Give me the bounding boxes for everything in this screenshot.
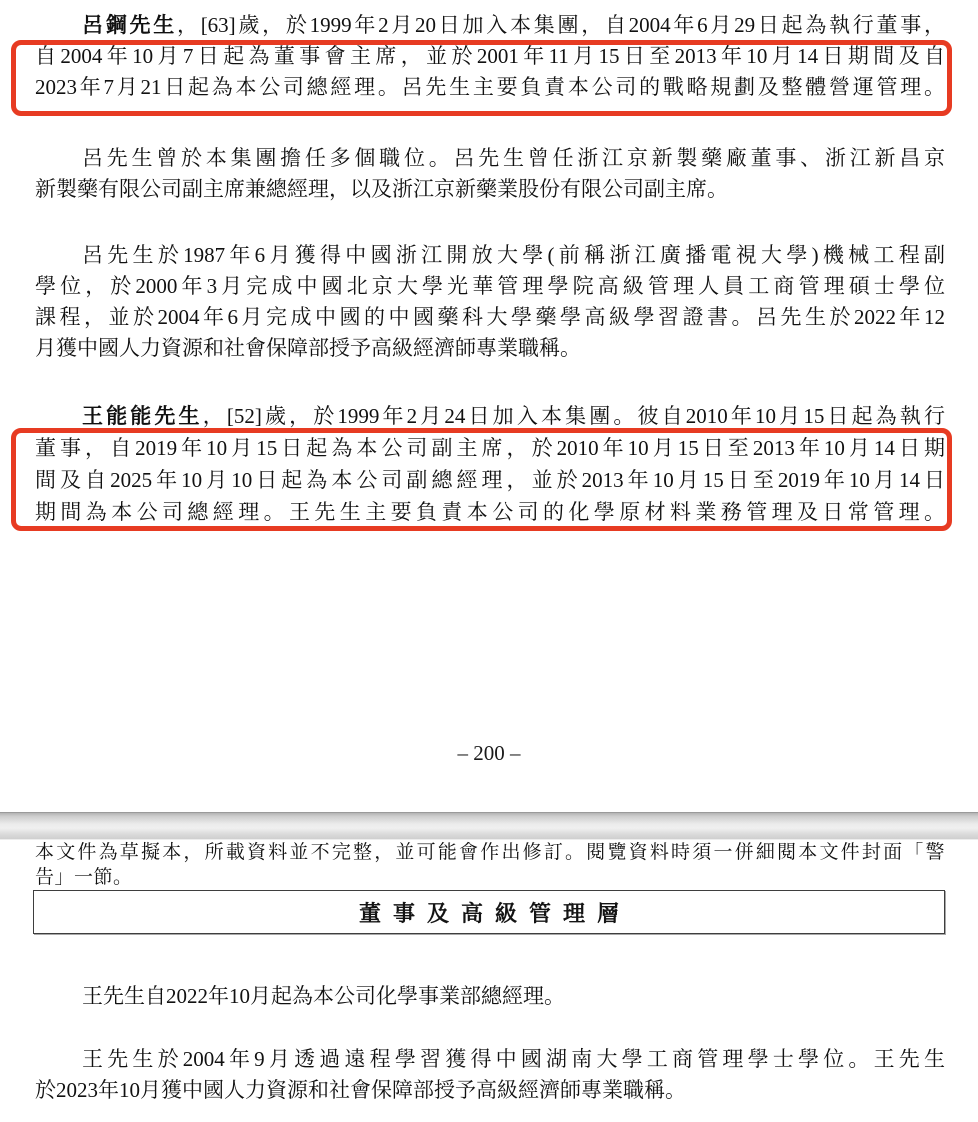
text-line: 告」一節。 xyxy=(35,867,133,888)
paragraph-director1-intro xyxy=(35,10,945,103)
text-line: 月獲中國人力資源和社會保障部授予高級經濟師專業職稱。 xyxy=(35,336,581,360)
paragraph-director2-intro xyxy=(35,400,945,528)
draft-warning-note xyxy=(35,840,945,890)
paragraph-director2-education xyxy=(35,1044,945,1106)
text-line: 本文件為草擬本，所載資料並不完整，並可能會作出修訂。閱覽資料時須一併細閱本文件封面「警 xyxy=(35,842,945,863)
paragraph-director1-education xyxy=(35,240,945,364)
text-line: 課程，並於2004年6月完成中國的中國藥科大學藥學高級學習證書。呂先生於2022年12 xyxy=(35,305,945,329)
text-line: 呂先生於1987年6月獲得中國浙江開放大學(前稱浙江廣播電視大學)機械工程副 xyxy=(82,243,945,267)
section-title-box xyxy=(33,890,945,934)
text-line xyxy=(35,400,945,432)
text-line: 呂先生曾於本集團擔任多個職位。呂先生曾任浙江京新製藥廠董事、浙江新昌京 xyxy=(82,146,945,170)
text-run: ，[63]歲，於1999年2月20日加入本集團，自2004年6月29日起為執行董事， xyxy=(176,13,946,37)
text-line: 新製藥有限公司副主席兼總經理，以及浙江京新藥業股份有限公司副主席。 xyxy=(35,177,728,201)
text-line: 自2004年10月7日起為董事會主席，並於2001年11月15日至2013年10月14日期間及自 xyxy=(35,44,945,68)
page-number: – 200 – xyxy=(457,741,521,765)
text-line: 王先生自2022年10月起為本公司化學事業部總經理。 xyxy=(82,984,565,1008)
text-line xyxy=(35,10,945,41)
page-break-divider xyxy=(0,812,978,840)
text-line: 間及自2025年10月10日起為本公司副總經理，並於2013年10月15日至2019年10月14日 xyxy=(35,468,945,492)
text-run: ，[52]歲，於1999年2月24日加入本集團。彼自2010年10月15日起為執行 xyxy=(202,404,946,428)
paragraph-director2-role2022 xyxy=(35,981,945,1012)
paragraph-director1-roles xyxy=(35,143,945,205)
text-line: 2023年7月21日起為本公司總經理。呂先生主要負責本公司的戰略規劃及整體營運管理。 xyxy=(35,75,945,99)
text-line: 董事，自2019年10月15日起為本公司副主席，於2010年10月15日至2013年10月14日期 xyxy=(35,436,945,460)
text-line: 於2023年10月獲中國人力資源和社會保障部授予高級經濟師專業職稱。 xyxy=(35,1078,686,1102)
section-title: 董事及高級管理層 xyxy=(358,900,631,926)
text-line: 期間為本公司總經理。王先生主要負責本公司的化學原材料業務管理及日常管理。 xyxy=(35,500,945,524)
text-line: 王先生於2004年9月透過遠程學習獲得中國湖南大學工商管理學士學位。王先生 xyxy=(82,1047,945,1071)
text-line: 學位，於2000年3月完成中國北京大學光華管理學院高級管理人員工商管理碩士學位 xyxy=(35,274,945,298)
director1-name: 呂鋼先生 xyxy=(82,13,177,37)
director2-name: 王能能先生 xyxy=(82,404,203,428)
